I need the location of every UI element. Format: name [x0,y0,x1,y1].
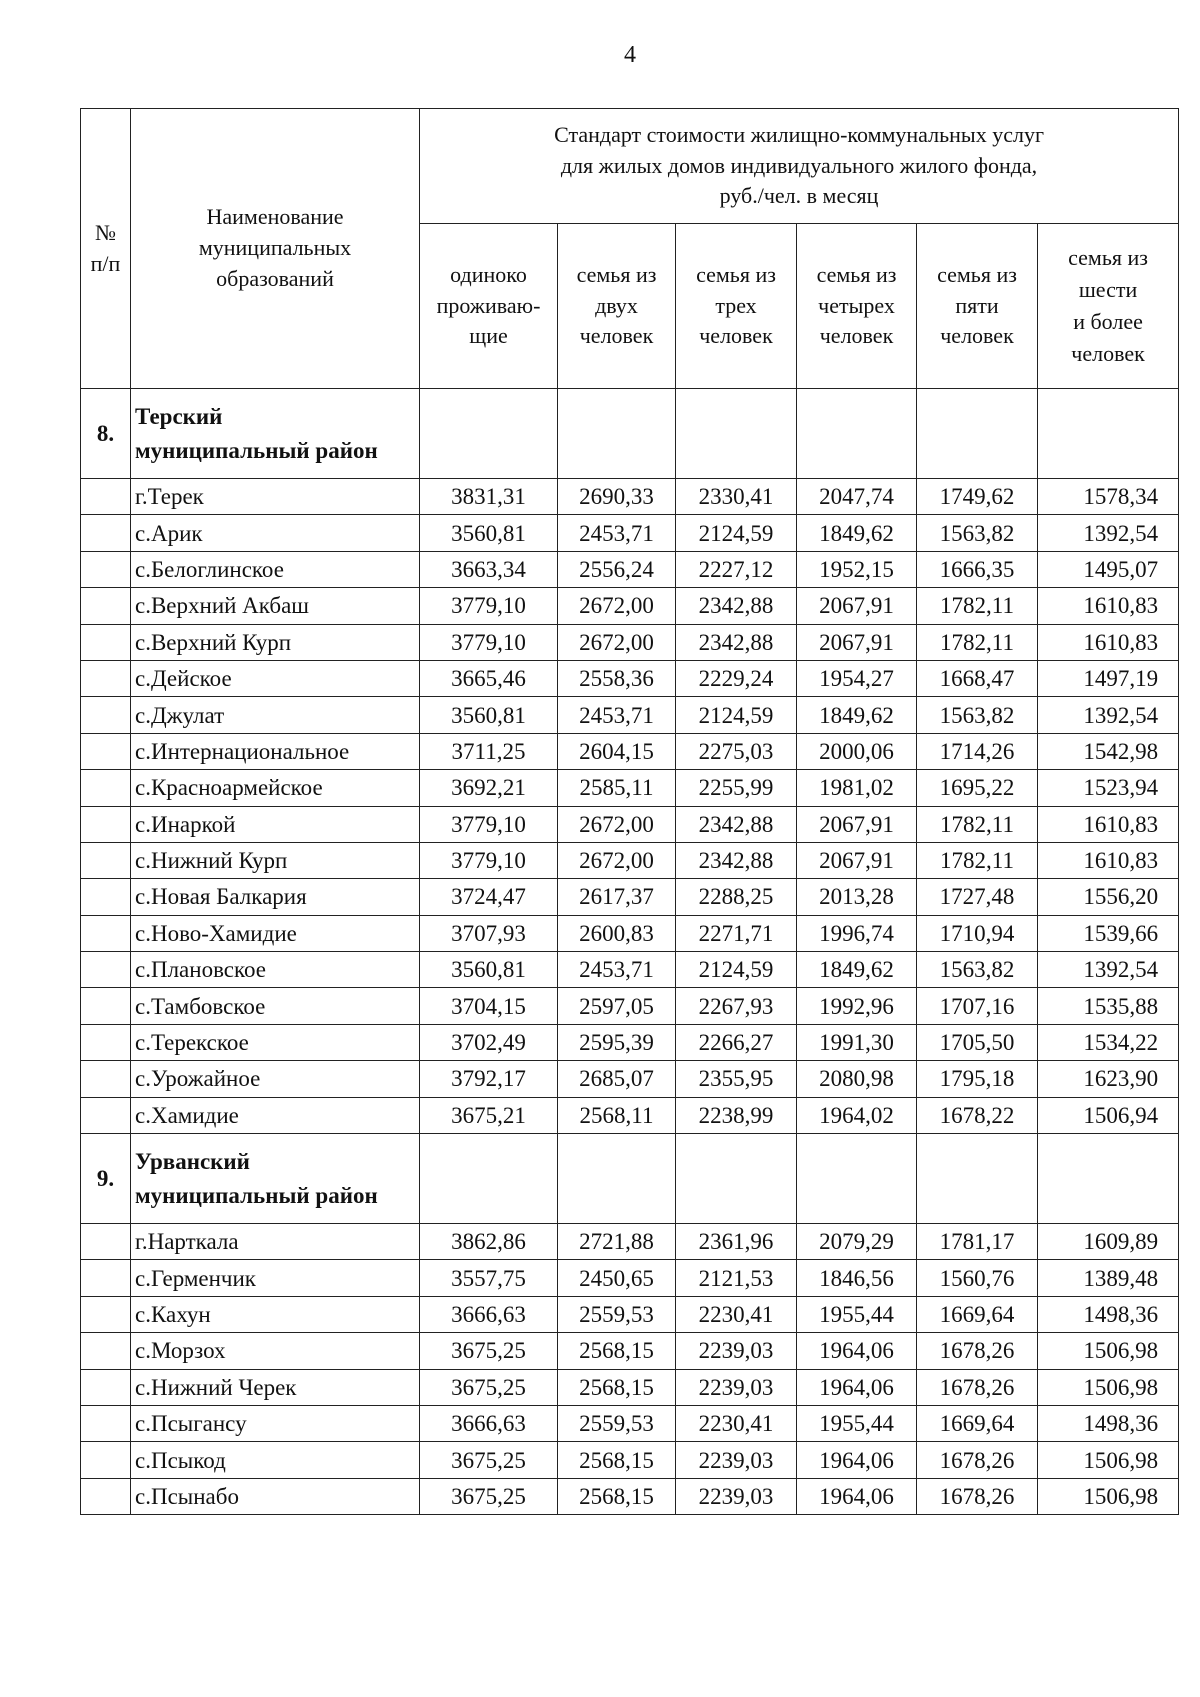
cost-value: 1534,22 [1038,1024,1179,1060]
row-number-cell [81,1333,131,1369]
table-row [81,1097,1179,1133]
cost-value: 2124,59 [676,952,797,988]
cost-value: 1610,83 [1038,624,1179,660]
cost-value: 2275,03 [676,733,797,769]
cost-value: 2266,27 [676,1024,797,1060]
cost-value: 1623,90 [1038,1061,1179,1097]
table-row [81,1405,1179,1441]
empty-cell [420,389,558,479]
row-number-cell [81,551,131,587]
cost-value: 1781,17 [917,1224,1038,1260]
empty-cell [1038,389,1179,479]
cost-value: 1668,47 [917,660,1038,696]
header-family-of-five: семья из пяти человек [917,224,1038,389]
cost-value: 3862,86 [420,1224,558,1260]
cost-value: 2124,59 [676,697,797,733]
cost-value: 1563,82 [917,697,1038,733]
header-family-of-three: семья из трех человек [676,224,797,389]
empty-cell [676,1134,797,1224]
cost-value: 1506,98 [1038,1478,1179,1514]
municipality-name: с.Верхний Курп [131,624,420,660]
cost-value: 1669,64 [917,1405,1038,1441]
cost-value: 1695,22 [917,770,1038,806]
table-row [81,479,1179,515]
cost-value: 1539,66 [1038,915,1179,951]
cost-value: 2229,24 [676,660,797,696]
cost-value: 2672,00 [558,624,676,660]
cost-value: 2568,15 [558,1369,676,1405]
cost-value: 2342,88 [676,842,797,878]
cost-value: 1964,06 [797,1442,917,1478]
cost-value: 1849,62 [797,515,917,551]
cost-value: 2672,00 [558,588,676,624]
cost-value: 3724,47 [420,879,558,915]
cost-value: 2453,71 [558,952,676,988]
cost-value: 2355,95 [676,1061,797,1097]
header-family-of-four: семья из четырех человек [797,224,917,389]
table-row [81,1061,1179,1097]
cost-value: 1782,11 [917,842,1038,878]
cost-value: 1389,48 [1038,1260,1179,1296]
municipality-name: с.Нижний Черек [131,1369,420,1405]
empty-cell [797,1134,917,1224]
table-row [81,733,1179,769]
table-row [81,588,1179,624]
municipality-name: с.Дейское [131,660,420,696]
cost-value: 1495,07 [1038,551,1179,587]
cost-value: 1392,54 [1038,515,1179,551]
row-number-cell [81,1442,131,1478]
municipality-name: г.Нарткала [131,1224,420,1260]
cost-value: 3711,25 [420,733,558,769]
table-row [81,1442,1179,1478]
table-row [81,1369,1179,1405]
row-number-cell [81,806,131,842]
table-row [81,1024,1179,1060]
municipality-name: с.Псыгансу [131,1405,420,1441]
cost-value: 1535,88 [1038,988,1179,1024]
municipality-name: с.Морзох [131,1333,420,1369]
empty-cell [1038,1134,1179,1224]
municipality-name: с.Псыкод [131,1442,420,1478]
row-number-cell [81,733,131,769]
cost-value: 1964,06 [797,1333,917,1369]
cost-value: 2568,15 [558,1442,676,1478]
cost-value: 2585,11 [558,770,676,806]
cost-value: 3707,93 [420,915,558,951]
cost-value: 2271,71 [676,915,797,951]
row-number-cell [81,770,131,806]
cost-value: 2067,91 [797,842,917,878]
cost-value: 2672,00 [558,842,676,878]
cost-value: 1678,26 [917,1442,1038,1478]
cost-value: 1782,11 [917,624,1038,660]
table-row [81,842,1179,878]
row-number-cell [81,915,131,951]
cost-value: 2690,33 [558,479,676,515]
table-row [81,806,1179,842]
row-number-cell [81,1024,131,1060]
municipality-name: с.Псынабо [131,1478,420,1514]
cost-value: 2239,03 [676,1333,797,1369]
cost-value: 1498,36 [1038,1405,1179,1441]
section-number: 8. [81,389,131,479]
cost-value: 1955,44 [797,1296,917,1332]
cost-value: 2000,06 [797,733,917,769]
cost-value: 2238,99 [676,1097,797,1133]
cost-value: 2568,11 [558,1097,676,1133]
cost-value: 1849,62 [797,697,917,733]
cost-value: 1981,02 [797,770,917,806]
cost-value: 1678,26 [917,1369,1038,1405]
cost-value: 1678,26 [917,1478,1038,1514]
cost-value: 2013,28 [797,879,917,915]
row-number-cell [81,1097,131,1133]
section-row [81,389,1179,479]
cost-value: 2556,24 [558,551,676,587]
table-row [81,515,1179,551]
cost-value: 2453,71 [558,515,676,551]
municipality-name: с.Красноармейское [131,770,420,806]
cost-value: 2595,39 [558,1024,676,1060]
table-header [81,109,1179,389]
cost-value: 1727,48 [917,879,1038,915]
cost-value: 1498,36 [1038,1296,1179,1332]
table-row [81,915,1179,951]
cost-value: 1749,62 [917,479,1038,515]
cost-value: 1556,20 [1038,879,1179,915]
table-row [81,1260,1179,1296]
cost-value: 1392,54 [1038,952,1179,988]
row-number-cell [81,952,131,988]
municipality-name: с.Терекское [131,1024,420,1060]
cost-value: 1707,16 [917,988,1038,1024]
cost-value: 1705,50 [917,1024,1038,1060]
cost-value: 2330,41 [676,479,797,515]
cost-value: 1392,54 [1038,697,1179,733]
cost-value: 3675,21 [420,1097,558,1133]
row-number-cell [81,515,131,551]
cost-value: 1992,96 [797,988,917,1024]
cost-value: 3665,46 [420,660,558,696]
row-number-cell [81,624,131,660]
row-number-cell [81,1405,131,1441]
cost-value: 2342,88 [676,806,797,842]
cost-value: 3675,25 [420,1442,558,1478]
municipality-name: с.Герменчик [131,1260,420,1296]
header-single-resident: одиноко проживаю- щие [420,224,558,389]
municipality-name: г.Терек [131,479,420,515]
cost-value: 1710,94 [917,915,1038,951]
cost-value: 3666,63 [420,1405,558,1441]
cost-value: 2597,05 [558,988,676,1024]
table-row [81,988,1179,1024]
cost-value: 3663,34 [420,551,558,587]
municipality-name: с.Нижний Курп [131,842,420,878]
municipality-name: с.Плановское [131,952,420,988]
cost-value: 1497,19 [1038,660,1179,696]
table-row [81,551,1179,587]
table-row [81,1478,1179,1514]
cost-value: 2604,15 [558,733,676,769]
cost-value: 1964,06 [797,1369,917,1405]
cost-value: 2342,88 [676,588,797,624]
cost-value: 1954,27 [797,660,917,696]
cost-value: 3675,25 [420,1478,558,1514]
cost-value: 3702,49 [420,1024,558,1060]
table-row [81,952,1179,988]
cost-value: 2079,29 [797,1224,917,1260]
cost-value: 2230,41 [676,1405,797,1441]
header-row-number: № п/п [81,109,131,389]
cost-value: 1795,18 [917,1061,1038,1097]
cost-value: 1952,15 [797,551,917,587]
cost-value: 1678,22 [917,1097,1038,1133]
table-body [81,389,1179,1515]
cost-value: 1578,34 [1038,479,1179,515]
cost-value: 3675,25 [420,1369,558,1405]
row-number-cell [81,988,131,1024]
cost-value: 2672,00 [558,806,676,842]
header-cost-standard: Стандарт стоимости жилищно-коммунальных услуг для жилых домов индивидуального жилого фонда, руб./чел. в месяц [420,109,1179,224]
cost-value: 2067,91 [797,806,917,842]
municipality-name: с.Тамбовское [131,988,420,1024]
cost-value: 1563,82 [917,952,1038,988]
municipality-name: с.Белоглинское [131,551,420,587]
cost-value: 3557,75 [420,1260,558,1296]
cost-value: 3779,10 [420,624,558,660]
row-number-cell [81,1260,131,1296]
cost-value: 1610,83 [1038,806,1179,842]
cost-value: 1506,94 [1038,1097,1179,1133]
municipality-name: с.Инаркой [131,806,420,842]
section-row [81,1134,1179,1224]
cost-value: 2558,36 [558,660,676,696]
row-number-cell [81,479,131,515]
cost-value: 2453,71 [558,697,676,733]
header-municipality-name: Наименование муниципальных образований [131,109,420,389]
section-name: Терский муниципальный район [131,389,420,479]
cost-value: 1964,02 [797,1097,917,1133]
empty-cell [420,1134,558,1224]
municipality-name: с.Ново-Хамидие [131,915,420,951]
cost-value: 3692,21 [420,770,558,806]
cost-value: 2568,15 [558,1333,676,1369]
municipality-name: с.Арик [131,515,420,551]
cost-value: 2600,83 [558,915,676,951]
cost-value: 3779,10 [420,806,558,842]
empty-cell [917,1134,1038,1224]
cost-value: 1846,56 [797,1260,917,1296]
cost-value: 3560,81 [420,952,558,988]
empty-cell [558,389,676,479]
municipality-name: с.Интернациональное [131,733,420,769]
row-number-cell [81,1296,131,1332]
cost-value: 1610,83 [1038,588,1179,624]
cost-value: 1506,98 [1038,1442,1179,1478]
cost-value: 3704,15 [420,988,558,1024]
cost-value: 1714,26 [917,733,1038,769]
cost-value: 1782,11 [917,806,1038,842]
table-row [81,1333,1179,1369]
cost-value: 1506,98 [1038,1333,1179,1369]
row-number-cell [81,660,131,696]
cost-value: 2239,03 [676,1442,797,1478]
row-number-cell [81,1369,131,1405]
cost-value: 1996,74 [797,915,917,951]
cost-value: 3831,31 [420,479,558,515]
cost-value: 1542,98 [1038,733,1179,769]
cost-value: 1678,26 [917,1333,1038,1369]
cost-value: 3666,63 [420,1296,558,1332]
cost-value: 2361,96 [676,1224,797,1260]
table-row [81,1224,1179,1260]
cost-value: 1669,64 [917,1296,1038,1332]
cost-value: 2568,15 [558,1478,676,1514]
cost-value: 1991,30 [797,1024,917,1060]
table-row [81,1296,1179,1332]
cost-value: 3779,10 [420,842,558,878]
row-number-cell [81,697,131,733]
cost-value: 1782,11 [917,588,1038,624]
cost-value: 1964,06 [797,1478,917,1514]
table-row [81,624,1179,660]
cost-value: 2450,65 [558,1260,676,1296]
cost-value: 2685,07 [558,1061,676,1097]
cost-value: 2080,98 [797,1061,917,1097]
cost-value: 2288,25 [676,879,797,915]
cost-value: 3792,17 [420,1061,558,1097]
cost-value: 2559,53 [558,1296,676,1332]
cost-value: 1609,89 [1038,1224,1179,1260]
header-family-of-six-plus: семья из шести и более человек [1038,224,1179,389]
cost-value: 3560,81 [420,697,558,733]
cost-value: 1849,62 [797,952,917,988]
cost-value: 2227,12 [676,551,797,587]
cost-value: 1560,76 [917,1260,1038,1296]
cost-value: 1506,98 [1038,1369,1179,1405]
empty-cell [558,1134,676,1224]
cost-value: 1610,83 [1038,842,1179,878]
cost-value: 1563,82 [917,515,1038,551]
cost-value: 2230,41 [676,1296,797,1332]
cost-value: 2559,53 [558,1405,676,1441]
cost-value: 1955,44 [797,1405,917,1441]
cost-value: 2239,03 [676,1478,797,1514]
row-number-cell [81,1478,131,1514]
section-name: Урванский муниципальный район [131,1134,420,1224]
cost-value: 2342,88 [676,624,797,660]
municipality-name: с.Кахун [131,1296,420,1332]
municipality-name: с.Хамидие [131,1097,420,1133]
tariff-table [80,108,1179,1515]
row-number-cell [81,1224,131,1260]
row-number-cell [81,588,131,624]
cost-value: 1666,35 [917,551,1038,587]
cost-value: 2239,03 [676,1369,797,1405]
table-row [81,879,1179,915]
municipality-name: с.Урожайное [131,1061,420,1097]
cost-value: 1523,94 [1038,770,1179,806]
row-number-cell [81,842,131,878]
cost-value: 2124,59 [676,515,797,551]
cost-value: 2721,88 [558,1224,676,1260]
empty-cell [917,389,1038,479]
row-number-cell [81,879,131,915]
table-row [81,660,1179,696]
cost-value: 3675,25 [420,1333,558,1369]
cost-value: 2255,99 [676,770,797,806]
row-number-cell [81,1061,131,1097]
municipality-name: с.Новая Балкария [131,879,420,915]
table-row [81,770,1179,806]
table-row [81,697,1179,733]
cost-value: 2121,53 [676,1260,797,1296]
cost-value: 2267,93 [676,988,797,1024]
header-family-of-two: семья из двух человек [558,224,676,389]
municipality-name: с.Джулат [131,697,420,733]
empty-cell [797,389,917,479]
section-number: 9. [81,1134,131,1224]
cost-value: 3779,10 [420,588,558,624]
cost-value: 3560,81 [420,515,558,551]
page-number: 4 [624,42,636,68]
empty-cell [676,389,797,479]
cost-value: 2047,74 [797,479,917,515]
cost-value: 2617,37 [558,879,676,915]
cost-value: 2067,91 [797,588,917,624]
municipality-name: с.Верхний Акбаш [131,588,420,624]
cost-value: 2067,91 [797,624,917,660]
